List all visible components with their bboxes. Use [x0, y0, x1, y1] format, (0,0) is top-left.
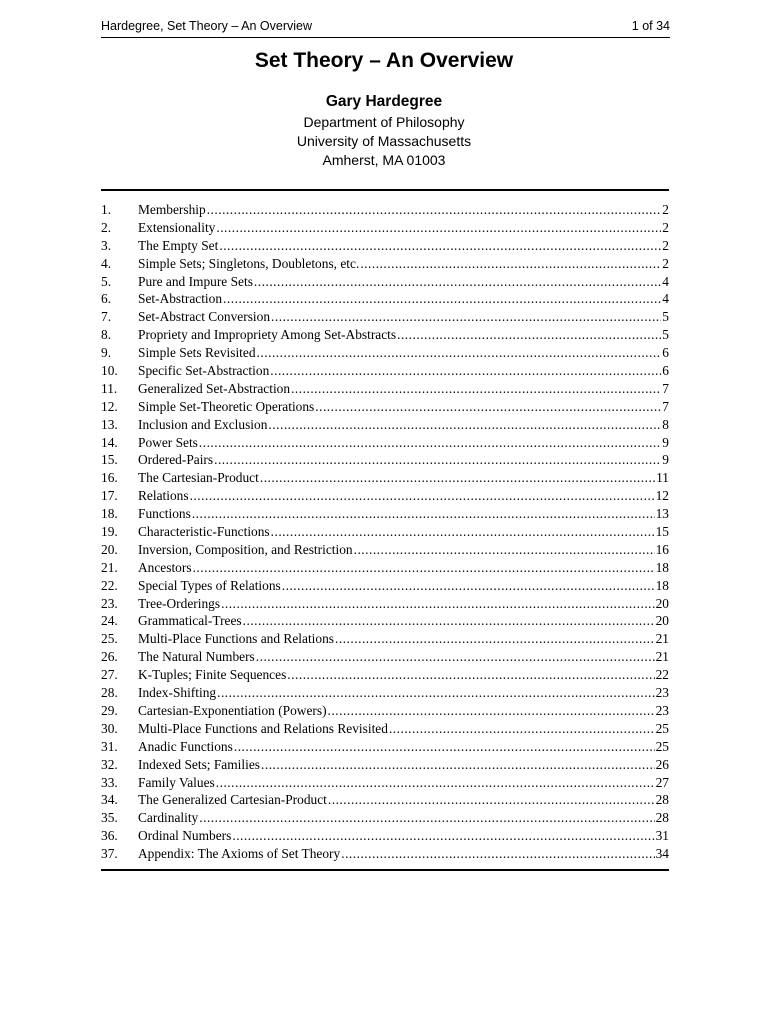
toc-entry-number: 37.	[101, 846, 118, 862]
toc-entry[interactable]	[101, 451, 669, 469]
toc-dot-leader	[341, 845, 654, 863]
toc-entry-title: Special Types of Relations	[138, 577, 281, 593]
toc-dot-leader	[397, 326, 661, 344]
toc-entry-title: Ordered-Pairs	[138, 452, 214, 468]
toc-entry[interactable]	[101, 756, 669, 774]
toc-entry-title: Extensionality	[138, 219, 216, 235]
toc-entry[interactable]	[101, 505, 669, 523]
toc-entry-title: Tree-Orderings	[138, 595, 221, 611]
toc-entry-number: 18.	[101, 506, 118, 522]
toc-dot-leader	[199, 809, 654, 827]
toc-entry-number: 14.	[101, 434, 118, 450]
toc-entry-number: 31.	[101, 738, 118, 754]
toc-entry-page: 27	[655, 774, 669, 790]
toc-entry-number: 8.	[101, 327, 112, 343]
toc-entry-title: Inversion, Composition, and Restriction	[138, 541, 353, 557]
toc-entry[interactable]	[101, 774, 669, 792]
toc-entry-title: Characteristic-Functions	[138, 524, 270, 540]
toc-entry[interactable]	[101, 648, 669, 666]
toc-entry-number: 21.	[101, 559, 118, 575]
toc-entry-number: 13.	[101, 416, 118, 432]
toc-entry-page: 6	[662, 363, 669, 379]
toc-entry-page: 23	[655, 702, 669, 718]
toc-entry-number: 34.	[101, 792, 118, 808]
toc-entry-number: 36.	[101, 828, 118, 844]
toc-entry-page: 21	[655, 649, 669, 665]
toc-entry-title: Ancestors	[138, 559, 192, 575]
toc-dot-leader	[328, 791, 655, 809]
toc-entry-number: 23.	[101, 595, 118, 611]
toc-entry-number: 32.	[101, 756, 118, 772]
toc-entry[interactable]	[101, 845, 669, 863]
toc-dot-leader	[232, 827, 654, 845]
toc-entry[interactable]	[101, 666, 669, 684]
toc-entry-page: 11	[656, 470, 669, 486]
toc-entry[interactable]	[101, 487, 669, 505]
toc-entry[interactable]	[101, 273, 669, 291]
running-header	[101, 16, 670, 36]
toc-entry-number: 30.	[101, 720, 118, 736]
toc-dot-leader	[214, 451, 661, 469]
toc-entry-page: 2	[662, 255, 669, 271]
toc-dot-leader	[207, 201, 662, 219]
toc-entry[interactable]	[101, 398, 669, 416]
toc-dot-leader	[354, 541, 655, 559]
toc-dot-leader	[282, 577, 655, 595]
toc-entry-title: The Empty Set	[138, 237, 219, 253]
toc-entry-title: Generalized Set-Abstraction	[138, 380, 291, 396]
toc-entry-page: 34	[655, 846, 669, 862]
toc-entry-title: Inclusion and Exclusion	[138, 416, 268, 432]
toc-entry[interactable]	[101, 362, 669, 380]
toc-entry-number: 29.	[101, 702, 118, 718]
toc-dot-leader	[360, 255, 661, 273]
toc-entry-page: 25	[655, 738, 669, 754]
document-title: Set Theory – An Overview	[254, 49, 514, 72]
toc-entry[interactable]	[101, 290, 669, 308]
toc-entry-title: The Generalized Cartesian-Product	[138, 792, 327, 808]
page-number: 1 of 34	[631, 19, 670, 33]
toc-entry-title: Set-Abstract Conversion	[138, 309, 271, 325]
toc-entry-title: Appendix: The Axioms of Set Theory	[138, 846, 341, 862]
toc-entry[interactable]	[101, 738, 669, 756]
toc-entry-page: 5	[662, 309, 669, 325]
toc-entry[interactable]	[101, 577, 669, 595]
toc-dot-leader	[193, 559, 655, 577]
toc-entry-number: 4.	[101, 255, 112, 271]
toc-entry-title: Relations	[138, 488, 189, 504]
toc-entry-page: 5	[662, 327, 669, 343]
toc-entry-title: Pure and Impure Sets	[138, 273, 253, 289]
toc-entry-number: 27.	[101, 667, 118, 683]
running-title: Hardegree, Set Theory – An Overview	[101, 19, 312, 33]
toc-entry-page: 6	[662, 345, 669, 361]
toc-entry-number: 11.	[101, 380, 118, 396]
toc-entry-title: Index-Shifting	[138, 685, 217, 701]
table-of-contents	[101, 201, 669, 863]
toc-dot-leader	[254, 273, 661, 291]
toc-entry[interactable]	[101, 559, 669, 577]
toc-entry-title: Grammatical-Trees	[138, 613, 242, 629]
toc-dot-leader	[256, 648, 655, 666]
toc-entry-title: Family Values	[138, 774, 215, 790]
toc-entry-page: 25	[655, 720, 669, 736]
toc-dot-leader	[234, 738, 655, 756]
toc-entry-number: 24.	[101, 613, 118, 629]
toc-entry[interactable]	[101, 684, 669, 702]
toc-entry-title: Set-Abstraction	[138, 291, 223, 307]
toc-entry-title: Ordinal Numbers	[138, 828, 232, 844]
toc-entry[interactable]	[101, 255, 669, 273]
toc-dot-leader	[260, 469, 655, 487]
toc-dot-leader	[335, 630, 655, 648]
toc-entry-page: 9	[662, 434, 669, 450]
toc-entry-title: Multi-Place Functions and Relations Revisited	[138, 720, 388, 736]
toc-entry-number: 35.	[101, 810, 118, 826]
toc-entry[interactable]	[101, 523, 669, 541]
toc-entry-number: 3.	[101, 237, 112, 253]
toc-dot-leader	[243, 612, 655, 630]
toc-entry-title: Cartesian-Exponentiation (Powers)	[138, 702, 327, 718]
toc-dot-leader	[328, 702, 655, 720]
toc-entry-page: 13	[655, 506, 669, 522]
toc-entry-page: 4	[662, 273, 669, 289]
toc-dot-leader	[291, 380, 661, 398]
toc-entry-number: 25.	[101, 631, 118, 647]
toc-entry-page: 7	[662, 398, 669, 414]
toc-entry-number: 10.	[101, 363, 118, 379]
toc-entry-number: 6.	[101, 291, 112, 307]
author-name: Gary Hardegree	[325, 93, 443, 110]
toc-entry-page: 20	[655, 613, 669, 629]
location: Amherst, MA 01003	[322, 152, 446, 168]
header-divider	[101, 37, 670, 38]
toc-entry-title: Propriety and Impropriety Among Set-Abstracts	[138, 327, 397, 343]
toc-entry-title: Simple Sets Revisited	[138, 345, 256, 361]
toc-entry[interactable]	[101, 237, 669, 255]
toc-entry-page: 28	[655, 810, 669, 826]
toc-dot-leader	[217, 684, 655, 702]
toc-entry[interactable]	[101, 827, 669, 845]
toc-entry[interactable]	[101, 434, 669, 452]
toc-entry-number: 2.	[101, 219, 112, 235]
toc-entry-page: 8	[662, 416, 669, 432]
toc-entry-page: 20	[655, 595, 669, 611]
toc-entry-number: 7.	[101, 309, 112, 325]
toc-entry[interactable]	[101, 791, 669, 809]
toc-entry-page: 18	[655, 559, 669, 575]
toc-entry-page: 26	[655, 756, 669, 772]
toc-entry-number: 16.	[101, 470, 118, 486]
toc-dot-leader	[190, 487, 655, 505]
toc-entry-page: 2	[662, 237, 669, 253]
toc-entry-number: 1.	[101, 202, 112, 217]
toc-entry-page: 23	[655, 685, 669, 701]
toc-dot-leader	[270, 362, 661, 380]
toc-dot-leader	[271, 523, 655, 541]
toc-entry-title: Simple Set-Theoretic Operations	[138, 398, 315, 414]
toc-entry-number: 20.	[101, 541, 118, 557]
toc-bottom-rule	[101, 869, 669, 871]
toc-entry-page: 16	[655, 541, 669, 557]
toc-entry[interactable]	[101, 326, 669, 344]
toc-entry[interactable]	[101, 380, 669, 398]
toc-entry[interactable]	[101, 595, 669, 613]
toc-entry-number: 26.	[101, 649, 118, 665]
toc-top-rule	[101, 189, 669, 191]
toc-entry-number: 33.	[101, 774, 118, 790]
toc-entry-number: 12.	[101, 398, 118, 414]
toc-dot-leader	[389, 720, 655, 738]
toc-entry[interactable]	[101, 219, 669, 237]
toc-entry-title: Power Sets	[138, 434, 198, 450]
toc-entry-number: 28.	[101, 685, 118, 701]
toc-entry[interactable]	[101, 809, 669, 827]
toc-entry-page: 2	[662, 202, 669, 217]
toc-dot-leader	[216, 219, 661, 237]
toc-dot-leader	[199, 434, 661, 452]
toc-entry[interactable]	[101, 201, 669, 219]
toc-entry-title: K-Tuples; Finite Sequences	[138, 667, 287, 683]
toc-entry-page: 4	[662, 291, 669, 307]
toc-entry-number: 17.	[101, 488, 118, 504]
toc-entry[interactable]	[101, 469, 669, 487]
toc-entry-title: Multi-Place Functions and Relations	[138, 631, 335, 647]
toc-entry-page: 22	[655, 667, 669, 683]
author-block	[0, 91, 768, 170]
department: Department of Philosophy	[303, 114, 465, 130]
toc-entry-page: 18	[655, 577, 669, 593]
toc-entry-title: Membership	[138, 202, 206, 217]
toc-entry[interactable]	[101, 308, 669, 326]
toc-entry-title: Anadic Functions	[138, 738, 233, 754]
toc-entry-page: 9	[662, 452, 669, 468]
toc-dot-leader	[219, 237, 661, 255]
toc-entry-title: Indexed Sets; Families	[138, 756, 260, 772]
toc-dot-leader	[271, 308, 661, 326]
toc-entry-page: 2	[662, 219, 669, 235]
toc-dot-leader	[223, 290, 661, 308]
toc-entry[interactable]	[101, 344, 669, 362]
toc-dot-leader	[268, 416, 661, 434]
toc-entry[interactable]	[101, 612, 669, 630]
toc-dot-leader	[216, 774, 655, 792]
toc-entry-page: 31	[655, 828, 669, 844]
toc-entry[interactable]	[101, 702, 669, 720]
toc-dot-leader	[221, 595, 655, 613]
toc-entry-page: 21	[655, 631, 669, 647]
university: University of Massachusetts	[296, 133, 472, 149]
toc-entry[interactable]	[101, 720, 669, 738]
toc-entry[interactable]	[101, 630, 669, 648]
toc-entry-title: The Natural Numbers	[138, 649, 255, 665]
toc-dot-leader	[261, 756, 655, 774]
toc-dot-leader	[287, 666, 654, 684]
toc-dot-leader	[315, 398, 661, 416]
toc-entry-number: 22.	[101, 577, 118, 593]
toc-entry-title: The Cartesian-Product	[138, 470, 259, 486]
toc-entry-number: 5.	[101, 273, 112, 289]
toc-entry-title: Simple Sets; Singletons, Doubletons, etc.	[138, 255, 360, 271]
toc-dot-leader	[257, 344, 662, 362]
toc-entry-page: 7	[662, 380, 669, 396]
toc-entry-title: Cardinality	[138, 810, 199, 826]
toc-entry-page: 12	[655, 488, 669, 504]
toc-entry-number: 15.	[101, 452, 118, 468]
toc-entry-title: Specific Set-Abstraction	[138, 363, 270, 379]
toc-entry-number: 9.	[101, 345, 112, 361]
toc-entry-title: Functions	[138, 506, 191, 522]
toc-entry[interactable]	[101, 541, 669, 559]
toc-entry-page: 28	[655, 792, 669, 808]
toc-dot-leader	[192, 505, 655, 523]
toc-entry[interactable]	[101, 416, 669, 434]
toc-entry-page: 15	[655, 524, 669, 540]
toc-entry-number: 19.	[101, 524, 118, 540]
